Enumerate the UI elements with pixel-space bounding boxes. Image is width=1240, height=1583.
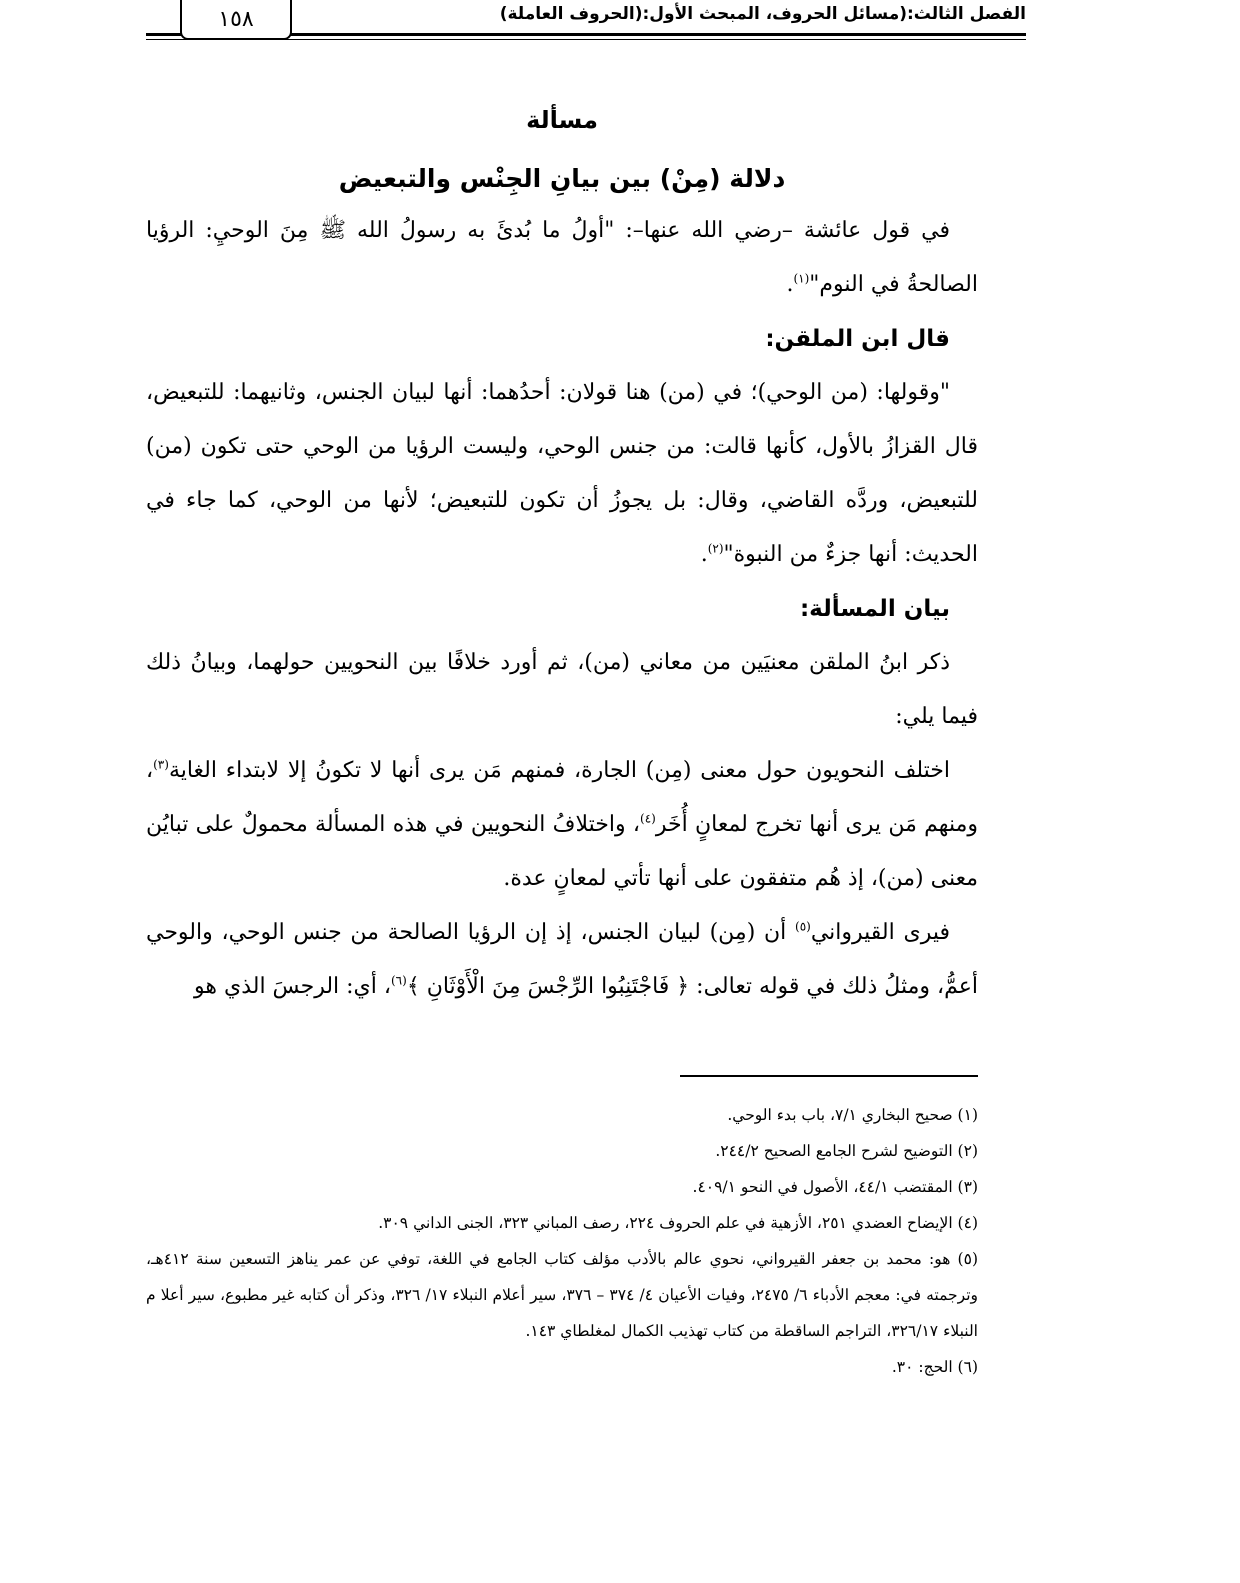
- paragraph-1: ذكر ابنُ الملقن معنيَين من معاني (من)، ثم أورد خلافًا بين النحويين حولهما، وبيانُ ذلك فيما يلي:: [146, 650, 978, 729]
- footnote-5: (٥) هو: محمد بن جعفر القيرواني، نحوي عالم بالأدب مؤلف كتاب الجامع في اللغة، توفي عن عمر يناهز التسعين سنة ٤١٢هـ، وترجمته في: معجم الأدباء ٦/ ٢٤٧٥، وفيات الأعيان ٤/ ٣٧٤ – ٣٧٦، سير أعلام النبلاء ١٧/ ٣٢٦، وذكر أن كتابه غير مطبوع، سير أعلا م النبلاء ٣٢٦/١٧، التراجم الساقطة من كتاب تهذيب الكمال لمغلطاي ١٤٣.: [146, 1250, 978, 1340]
- quote-end: .: [700, 542, 708, 567]
- chapter-header-title: الفصل الثالث:(مسائل الحروف، المبحث الأول:(الحروف العاملة): [499, 4, 1026, 24]
- footnote-1: (١) صحيح البخاري ٧/١، باب بدء الوحي.: [727, 1106, 978, 1124]
- paragraph-2: [146, 744, 978, 906]
- quote-paragraph: [146, 366, 978, 582]
- paragraph-3-part-b: أن (مِن) لبيان الجنس، إذ إن الرؤيا الصالحة من جنس الوحي، والوحي أعمُّ، ومثلُ ذلك في قوله تعالى: ﴿ فَاجْتَنِبُوا الرِّجْسَ مِنَ الْأَوْثَانِ ﴾: [146, 920, 978, 999]
- heading-ibn-al-mulaqqin: قال ابن الملقن:: [765, 326, 950, 352]
- intro-paragraph: [146, 204, 978, 312]
- main-content: [146, 98, 978, 1014]
- paragraph-2-part-c: ، واختلافُ النحويين في هذه المسألة محمولٌ على تبايُن معنى (من)، إذ هُم متفقون على أنها تأتي لمعانٍ عدة.: [146, 812, 978, 891]
- paragraph-3-part-a: فيرى القيرواني: [810, 920, 950, 945]
- footnotes: [146, 1097, 978, 1385]
- section-subtitle: دلالة (مِنْ) بين بيانِ الجِنْس والتبعيض: [338, 164, 786, 193]
- section-title: مسألة: [526, 106, 598, 134]
- paragraph-2-part-a: اختلف النحويون حول معنى (مِن) الجارة، فمنهم مَن يرى أنها لا تكونُ إلا لابتداء الغاية: [168, 758, 951, 783]
- footnote-4: (٤) الإيضاح العضدي ٢٥١، الأزهية في علم الحروف ٢٢٤، رصف المباني ٣٢٣، الجنى الداني ٣٠٩.: [378, 1214, 978, 1232]
- footnote-2: (٢) التوضيح لشرح الجامع الصحيح ٢٤٤/٢.: [715, 1142, 978, 1160]
- intro-text: في قول عائشة –رضي الله عنها–: "أولُ ما بُدئَ به رسولُ الله ﷺ مِنَ الوحيِ: الرؤيا الصالحةُ في النوم": [146, 218, 978, 297]
- footnote-ref-4[interactable]: (٤): [640, 811, 656, 826]
- footnote-separator: [680, 1075, 978, 1077]
- footnote-ref-6[interactable]: (٦): [390, 973, 407, 988]
- page-number: ١٥٨: [180, 0, 292, 40]
- footnote-ref-3[interactable]: (٣): [153, 757, 169, 772]
- paragraph-2-part-b: ، ومنهم مَن يرى أنها تخرج لمعانٍ أُخَر: [146, 758, 978, 837]
- footnote-ref-1[interactable]: (١): [793, 271, 810, 286]
- running-header: [146, 0, 1026, 44]
- intro-end: .: [786, 272, 794, 297]
- footnote-ref-2[interactable]: (٢): [707, 541, 724, 556]
- paragraph-3-part-c: ، أي: الرجسَ الذي هو: [194, 974, 391, 999]
- footnote-6: (٦) الحج: ٣٠.: [891, 1358, 978, 1376]
- footnote-3: (٣) المقتضب ٤٤/١، الأصول في النحو ٤٠٩/١.: [692, 1178, 978, 1196]
- quote-text: "وقولها: (من الوحي)؛ في (من) هنا قولان: أحدُهما: أنها لبيان الجنس، وثانيهما: للتبعيض، قال القزازُ بالأول، كأنها قالت: من جنس الوحي، وليست الرؤيا من الوحي حتى تكون (من) للتبعيض، وردَّه القاضي، وقال: بل يجوزُ أن تكون للتبعيض؛ لأنها من الوحي، كما جاء في الحديث: أنها جزءٌ من النبوة": [146, 380, 978, 567]
- heading-issue-statement: بيان المسألة:: [799, 596, 950, 622]
- footnote-ref-5[interactable]: (٥): [795, 919, 811, 934]
- paragraph-3: [146, 906, 978, 1014]
